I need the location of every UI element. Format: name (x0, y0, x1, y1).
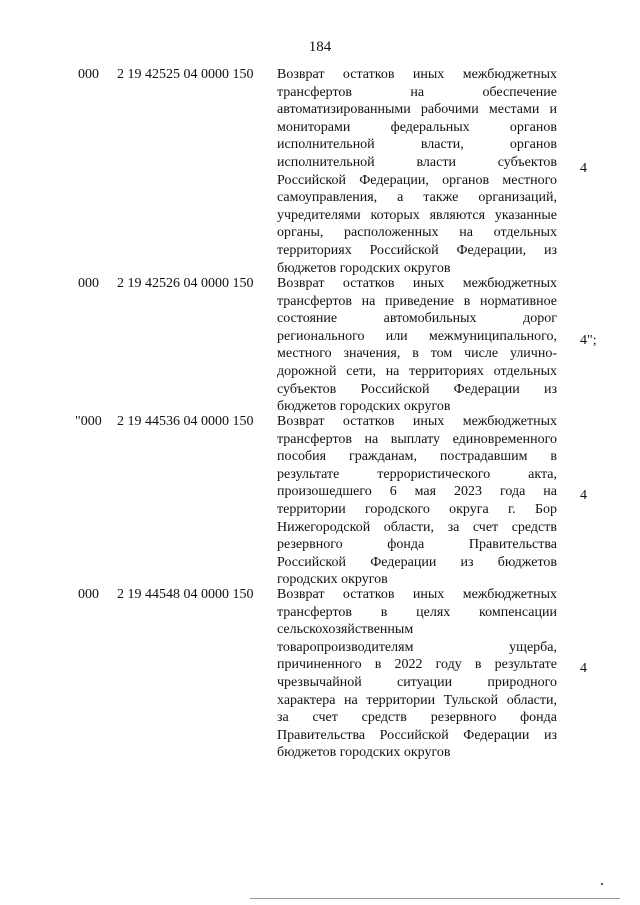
description-line: мониторами федеральных органов (277, 119, 557, 135)
description-line: исполнительной власти субъектов (277, 154, 557, 170)
description-line: характера на территории Тульской области, (277, 692, 557, 708)
description-line: сельскохозяйственным (277, 622, 414, 638)
scan-edge-divider (250, 898, 620, 899)
row-amount: 4"; (580, 333, 597, 348)
row-description (277, 413, 557, 589)
description-line: территориях Российской Федерации, из (277, 242, 557, 258)
description-line: Правительства Российской Федерации из (277, 727, 557, 743)
description-line: трансфертов на выплату единовременного (277, 431, 557, 447)
description-line: состояние автомобильных дорог (277, 311, 557, 327)
scan-speck (601, 883, 603, 885)
description-line: регионального или межмуниципального, (277, 328, 557, 344)
code-prefix: 000 (78, 587, 99, 602)
description-line: бюджетов городских округов (277, 260, 451, 276)
description-line: бюджетов городских округов (277, 399, 451, 415)
description-line: Возврат остатков иных межбюджетных (277, 414, 557, 429)
description-line: пособия гражданам, пострадавшим в (277, 449, 557, 465)
description-line: органы, расположенных на отдельных (277, 225, 557, 241)
description-line: причиненного в 2022 году в результате (277, 657, 557, 673)
row-amount: 4 (580, 161, 587, 176)
code-prefix: 000 (78, 67, 99, 82)
description-line: исполнительной власти, органов (277, 137, 557, 153)
description-line: дорожной сети, на территориях отдельных (277, 363, 557, 379)
description-line: товаропроизводителям ущерба, (277, 639, 557, 655)
description-line: самоуправления, а также организаций, (277, 190, 557, 206)
description-line: Возврат остатков иных межбюджетных (277, 67, 557, 82)
description-line: учредителями которых являются указанные (277, 207, 557, 223)
description-line: Российской Федерации, органов местного (277, 172, 557, 188)
page-number: 184 (308, 39, 332, 55)
row-description (277, 275, 557, 416)
budget-code: 2 19 44536 04 0000 150 (117, 414, 254, 429)
description-line: Возврат остатков иных межбюджетных (277, 587, 557, 602)
budget-code: 2 19 44548 04 0000 150 (117, 587, 254, 602)
row-amount: 4 (580, 488, 587, 503)
description-line: чрезвычайной ситуации природного (277, 674, 557, 690)
description-line: территории городского округа г. Бор (277, 501, 557, 517)
code-prefix: 000 (78, 276, 99, 291)
description-line: автоматизированными рабочими местами и (277, 102, 557, 118)
description-line: субъектов Российской Федерации из (277, 381, 557, 397)
description-line: трансфертов на приведение в нормативное (277, 293, 557, 309)
description-line: местного значения, в том числе улично- (277, 346, 557, 362)
budget-code: 2 19 42526 04 0000 150 (117, 276, 254, 291)
row-amount: 4 (580, 661, 587, 676)
row-description (277, 586, 557, 762)
description-line: городских округов (277, 572, 388, 588)
description-line: Российской Федерации из бюджетов (277, 554, 557, 570)
code-prefix: "000 (75, 414, 102, 429)
description-line: трансфертов в целях компенсации (277, 604, 557, 620)
budget-code: 2 19 42525 04 0000 150 (117, 67, 254, 82)
row-description (277, 66, 557, 277)
description-line: произошедшего 6 мая 2023 года на (277, 484, 557, 500)
description-line: за счет средств резервного фонда (277, 710, 557, 726)
description-line: Нижегородской области, за счет средств (277, 519, 557, 535)
description-line: бюджетов городских округов (277, 745, 451, 761)
description-line: Возврат остатков иных межбюджетных (277, 276, 557, 291)
description-line: резервного фонда Правительства (277, 537, 557, 553)
description-line: трансфертов на обеспечение (277, 84, 557, 100)
description-line: результате террористического акта, (277, 466, 557, 482)
